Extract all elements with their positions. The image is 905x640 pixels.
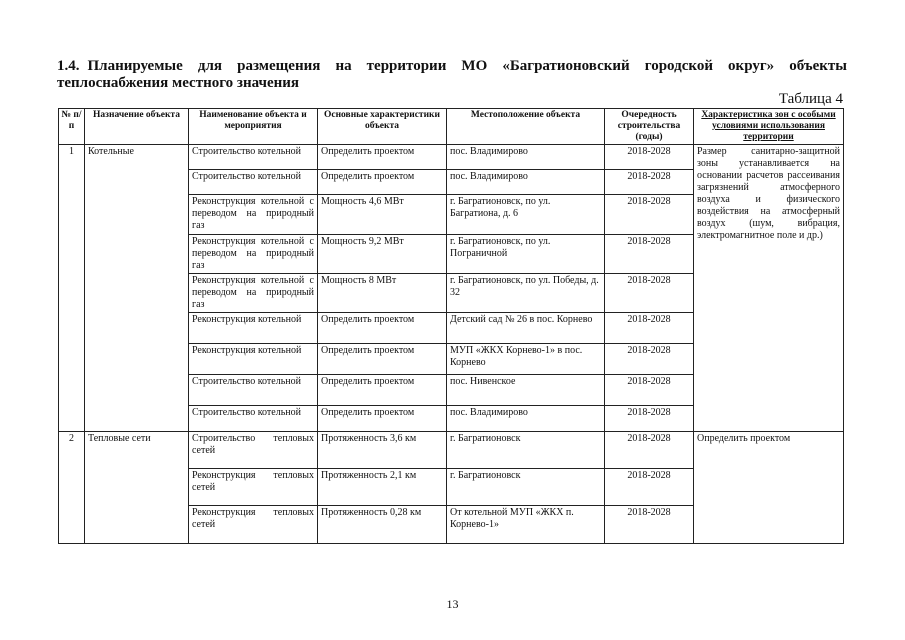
- period-cell: 2018-2028: [605, 274, 694, 313]
- table-row: [59, 145, 844, 170]
- characteristics-cell: Определить проектом: [318, 406, 447, 432]
- column-header: Основные характеристики объекта: [318, 109, 447, 145]
- characteristics-cell: Определить проектом: [318, 170, 447, 195]
- purpose-cell: Тепловые сети: [85, 432, 189, 544]
- period-cell: 2018-2028: [605, 145, 694, 170]
- column-header: № п/п: [59, 109, 85, 145]
- object-name-cell: Реконструкция котельной с переводом на природный газ: [189, 274, 318, 313]
- characteristics-cell: Определить проектом: [318, 313, 447, 344]
- table-row: [59, 432, 844, 469]
- period-cell: 2018-2028: [605, 432, 694, 469]
- period-cell: 2018-2028: [605, 375, 694, 406]
- location-cell: г. Багратионовск, по ул. Победы, д. 32: [447, 274, 605, 313]
- characteristics-cell: Определить проектом: [318, 145, 447, 170]
- page-number: 13: [446, 597, 459, 611]
- section-number: 1.4.: [57, 58, 80, 74]
- object-name-cell: Строительство котельной: [189, 406, 318, 432]
- period-cell: 2018-2028: [605, 235, 694, 274]
- location-cell: МУП «ЖКХ Корнево-1» в пос. Корнево: [447, 344, 605, 375]
- characteristics-cell: Протяженность 2,1 км: [318, 469, 447, 506]
- row-number-cell: 2: [59, 432, 85, 544]
- section-heading: [57, 58, 847, 92]
- object-name-cell: Строительство тепловых сетей: [189, 432, 318, 469]
- column-header: Характеристика зон с особыми условиями использования территории: [694, 109, 844, 145]
- heat-supply-table: [58, 108, 844, 544]
- table-header-row: [59, 109, 844, 145]
- row-number-cell: 1: [59, 145, 85, 432]
- column-header: Очередность строительства (годы): [605, 109, 694, 145]
- period-cell: 2018-2028: [605, 170, 694, 195]
- characteristics-cell: Определить проектом: [318, 344, 447, 375]
- location-cell: г. Багратионовск: [447, 432, 605, 469]
- period-cell: 2018-2028: [605, 506, 694, 544]
- object-name-cell: Реконструкция котельной: [189, 313, 318, 344]
- location-cell: г. Багратионовск, по ул. Пограничной: [447, 235, 605, 274]
- purpose-cell: Котельные: [85, 145, 189, 432]
- period-cell: 2018-2028: [605, 313, 694, 344]
- location-cell: пос. Владимирово: [447, 406, 605, 432]
- period-cell: 2018-2028: [605, 469, 694, 506]
- object-name-cell: Строительство котельной: [189, 145, 318, 170]
- object-name-cell: Реконструкция тепловых сетей: [189, 506, 318, 544]
- object-name-cell: Реконструкция тепловых сетей: [189, 469, 318, 506]
- period-cell: 2018-2028: [605, 344, 694, 375]
- characteristics-cell: Мощность 9,2 МВт: [318, 235, 447, 274]
- period-cell: 2018-2028: [605, 406, 694, 432]
- location-cell: пос. Владимирово: [447, 170, 605, 195]
- characteristics-cell: Определить проектом: [318, 375, 447, 406]
- characteristics-cell: Протяженность 3,6 км: [318, 432, 447, 469]
- table-caption: Таблица 4: [778, 91, 843, 107]
- location-cell: г. Багратионовск: [447, 469, 605, 506]
- object-name-cell: Строительство котельной: [189, 375, 318, 406]
- zones-cell: Определить проектом: [694, 432, 844, 544]
- object-name-cell: Реконструкция котельной: [189, 344, 318, 375]
- object-name-cell: Реконструкция котельной с переводом на природный газ: [189, 195, 318, 235]
- column-header: Наименование объекта и мероприятия: [189, 109, 318, 145]
- section-title: Планируемые для размещения на территории МО «Багратионовский городской округ» объекты теплоснабжения местного значения: [57, 58, 847, 91]
- location-cell: пос. Владимирово: [447, 145, 605, 170]
- column-header: Назначение объекта: [85, 109, 189, 145]
- period-cell: 2018-2028: [605, 195, 694, 235]
- zones-cell: Размер санитарно-защитной зоны устанавливается на основании расчетов рассеивания загрязнений атмосферного воздуха и физического воздействия на атмосферный воздух (шум, вибрация, электромагнитное поле и др.): [694, 145, 844, 432]
- location-cell: Детский сад № 26 в пос. Корнево: [447, 313, 605, 344]
- object-name-cell: Реконструкция котельной с переводом на природный газ: [189, 235, 318, 274]
- location-cell: г. Багратионовск, по ул. Багратиона, д. 6: [447, 195, 605, 235]
- table-body: [59, 145, 844, 544]
- characteristics-cell: Протяженность 0,28 км: [318, 506, 447, 544]
- column-header: Местоположение объекта: [447, 109, 605, 145]
- characteristics-cell: Мощность 4,6 МВт: [318, 195, 447, 235]
- location-cell: пос. Нивенское: [447, 375, 605, 406]
- object-name-cell: Строительство котельной: [189, 170, 318, 195]
- characteristics-cell: Мощность 8 МВт: [318, 274, 447, 313]
- location-cell: От котельной МУП «ЖКХ п. Корнево-1»: [447, 506, 605, 544]
